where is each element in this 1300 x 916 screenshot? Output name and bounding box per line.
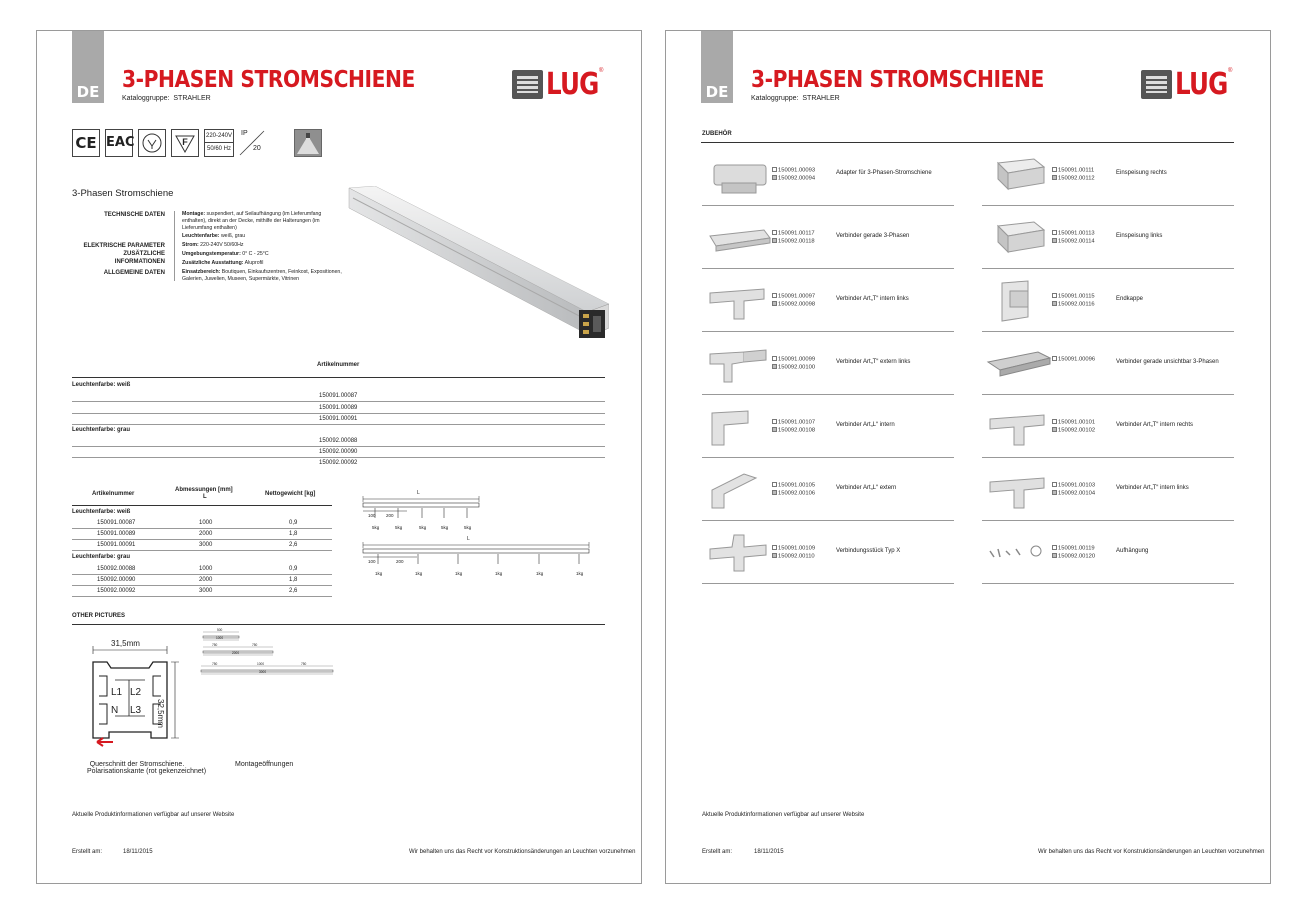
row-divider — [72, 528, 332, 529]
f-mark-icon — [171, 129, 199, 157]
row-divider — [72, 585, 332, 586]
dims-cell-l: 2000 — [199, 531, 213, 537]
grey-checkbox-icon — [1052, 238, 1057, 243]
row-divider — [72, 457, 605, 458]
grey-checkbox-icon — [1052, 427, 1057, 432]
grey-checkbox-icon — [1052, 301, 1057, 306]
accessory-image — [984, 531, 1054, 576]
tech-temperatur: Umgebungstemperatur: 0° C - 25°C — [182, 251, 269, 257]
dims-group-white: Leuchtenfarbe: weiß — [72, 509, 131, 515]
row-divider — [72, 550, 332, 551]
load-5kg: 5kg — [441, 525, 449, 530]
disclaimer: Wir behalten uns das Recht vor Konstruktionsänderungen an Leuchten vorzunehmen — [409, 849, 636, 855]
load-1kg: 1kg — [536, 571, 544, 576]
accessory-image — [704, 153, 774, 198]
dims-cell-kg: 0,9 — [289, 520, 298, 526]
accessory-codes: 150091.00117 150092.00118 — [772, 230, 815, 245]
accessory-name: Aufhängung — [1116, 548, 1149, 554]
accessory-divider — [702, 457, 954, 458]
lug-logo — [1141, 68, 1233, 102]
mount-dim: 750 — [252, 643, 258, 647]
mount-dim: 1000 — [216, 636, 224, 640]
dims-cell-l: 1000 — [199, 566, 213, 572]
accessory-codes: 150091.00103 150092.00104 — [1052, 482, 1095, 497]
article-row: 150092.00090 — [319, 449, 358, 455]
logo-text: LUG — [1175, 67, 1228, 102]
ip-rating-icon — [238, 129, 266, 157]
language-label: DE — [705, 83, 729, 101]
accessory-image — [704, 405, 774, 450]
row-divider — [72, 574, 332, 575]
accessory-divider — [982, 268, 1234, 269]
accessory-name: Adapter für 3-Phasen-Stromschiene — [836, 170, 932, 176]
row-divider — [72, 596, 332, 597]
ce-icon: CE — [72, 129, 100, 157]
label-zusaetzliche-informationen: ZUSÄTZLICHE INFORMATIONEN — [114, 251, 165, 265]
accessory-divider — [982, 394, 1234, 395]
load-1kg: 1kg — [455, 571, 463, 576]
white-checkbox-icon — [1052, 293, 1057, 298]
dims-cell-kg: 2,6 — [289, 588, 298, 594]
white-checkbox-icon — [1052, 482, 1057, 487]
white-checkbox-icon — [1052, 419, 1057, 424]
accessory-codes: 150091.00109 150092.00110 — [772, 545, 815, 560]
created-label: Erstellt am: — [702, 849, 733, 855]
articles-group-white: Leuchtenfarbe: weiß — [72, 382, 131, 388]
dims-col-l: L — [203, 494, 207, 500]
accessory-divider — [702, 331, 954, 332]
article-row: 150092.00092 — [319, 460, 358, 466]
grey-checkbox-icon — [772, 427, 777, 432]
disclaimer: Wir behalten uns das Recht vor Konstruktionsänderungen an Leuchten vorzunehmen — [1038, 849, 1265, 855]
accessory-name: Einspeisung rechts — [1116, 170, 1167, 176]
load-5kg: 5kg — [464, 525, 472, 530]
mounting-caption: Montageöffnungen — [235, 761, 294, 768]
logo-registered: ® — [599, 68, 604, 74]
row-divider — [72, 446, 605, 447]
load-dim-200: 200 — [396, 559, 404, 564]
catalog-group: Kataloggruppe: STRAHLER — [751, 95, 840, 102]
voltage-label: 220-240V — [205, 130, 233, 143]
articles-rule — [72, 377, 605, 378]
grey-checkbox-icon — [772, 490, 777, 495]
spot-beam-icon — [294, 129, 322, 157]
cross-width-label: 31,5mm — [111, 639, 140, 648]
white-checkbox-icon — [772, 419, 777, 424]
logo-registered: ® — [1228, 68, 1233, 74]
dims-cell-l: 1000 — [199, 520, 213, 526]
accessory-image — [984, 216, 1054, 261]
load-1kg: 1kg — [495, 571, 503, 576]
website-note: Aktuelle Produktinformationen verfügbar auf unserer Website — [72, 812, 235, 818]
language-tab — [72, 31, 104, 103]
language-label: DE — [76, 83, 100, 101]
accessory-codes: 150091.00115 150092.00116 — [1052, 293, 1095, 308]
created-date: 18/11/2015 — [123, 849, 153, 855]
load-dim-100: 100 — [368, 513, 376, 518]
grey-checkbox-icon — [772, 364, 777, 369]
accessory-codes: 150091.00097 150092.00098 — [772, 293, 815, 308]
article-row: 150091.00091 — [319, 416, 358, 422]
label-technische-daten: TECHNISCHE DATEN — [104, 212, 165, 218]
dims-cell-kg: 1,8 — [289, 531, 298, 537]
accessory-divider — [702, 268, 954, 269]
article-row: 150092.00088 — [319, 438, 358, 444]
phase-n-label: N — [111, 705, 119, 716]
ip-label: IP — [241, 130, 248, 137]
ip-value: 20 — [253, 145, 261, 152]
row-divider — [72, 424, 605, 425]
accessory-image — [984, 405, 1054, 450]
articles-header: Artikelnummer — [317, 362, 360, 368]
datasheet-page-2 — [665, 30, 1271, 884]
accessory-image — [984, 342, 1054, 387]
created-label: Erstellt am: — [72, 849, 103, 855]
dims-cell-kg: 0,9 — [289, 566, 298, 572]
accessory-divider — [982, 205, 1234, 206]
accessory-name: Verbinder Art„T“ intern rechts — [1116, 422, 1194, 428]
accessory-codes: 150091.00107 150092.00108 — [772, 419, 815, 434]
load-1kg: 1kg — [576, 571, 584, 576]
accessory-name: Verbinder Art„L“ extern — [836, 485, 897, 491]
datasheet-page-1 — [36, 30, 642, 884]
accessory-divider — [982, 457, 1234, 458]
accessory-name: Verbinder Art„L“ intern — [836, 422, 895, 428]
dims-rule — [72, 505, 332, 506]
cross-section-caption: Querschnitt der Stromschiene. Polarisationskante (rot gekenzeichnet) — [87, 761, 207, 775]
product-name: 3-Phasen Stromschiene — [72, 188, 174, 199]
accessory-name: Verbinder Art„T“ extern links — [836, 359, 911, 365]
dims-cell-l: 3000 — [199, 588, 213, 594]
white-checkbox-icon — [1052, 356, 1057, 361]
phase-l1-label: L1 — [111, 687, 123, 698]
dims-cell-code: 150091.00089 — [97, 531, 136, 537]
created-date: 18/11/2015 — [754, 849, 784, 855]
grey-checkbox-icon — [1052, 175, 1057, 180]
accessory-codes: 150091.00093 150092.00094 — [772, 167, 815, 182]
load-1kg: 1kg — [375, 571, 383, 576]
white-checkbox-icon — [772, 230, 777, 235]
white-checkbox-icon — [772, 356, 777, 361]
dims-cell-code: 150092.00092 — [97, 588, 136, 594]
row-divider — [72, 401, 605, 402]
accessory-image — [984, 468, 1054, 513]
website-note: Aktuelle Produktinformationen verfügbar auf unserer Website — [702, 812, 865, 818]
load-1kg: 1kg — [415, 571, 423, 576]
page-title: 3-PHASEN STROMSCHIENE — [751, 67, 1044, 93]
accessory-codes: 150091.00113 150092.00114 — [1052, 230, 1095, 245]
mount-dim: 3000 — [259, 670, 267, 674]
accessories-rule — [701, 142, 1234, 143]
eac-icon: EAC — [105, 129, 133, 157]
accessory-image — [704, 531, 774, 576]
load-diagram — [357, 489, 597, 581]
product-rail-image — [347, 186, 609, 346]
label-allgemeine-daten: ALLGEMEINE DATEN — [103, 270, 165, 276]
grey-checkbox-icon — [772, 238, 777, 243]
grey-checkbox-icon — [772, 301, 777, 306]
accessory-name: Verbinder gerade unsichtbar 3-Phasen — [1116, 359, 1219, 365]
dims-cell-code: 150091.00091 — [97, 542, 136, 548]
catalog-group: Kataloggruppe: STRAHLER — [122, 95, 211, 102]
lug-logo — [512, 68, 604, 102]
phase-l2-label: L2 — [130, 687, 142, 698]
white-checkbox-icon — [772, 545, 777, 550]
frequency-label: 50/60 Hz — [206, 146, 231, 152]
accessory-codes: 150091.00105 150092.00106 — [772, 482, 815, 497]
row-divider — [72, 413, 605, 414]
grey-checkbox-icon — [772, 553, 777, 558]
accessory-image — [984, 153, 1054, 198]
articles-group-grey: Leuchtenfarbe: grau — [72, 427, 131, 433]
mount-dim: 500 — [217, 628, 223, 632]
dims-cell-code: 150091.00087 — [97, 520, 136, 526]
white-checkbox-icon — [772, 482, 777, 487]
load-5kg: 5kg — [395, 525, 403, 530]
accessory-divider — [702, 205, 954, 206]
tech-strom: Strom: 220-240V 50/60Hz — [182, 242, 244, 248]
dims-col-article: Artikelnummer — [92, 491, 135, 497]
white-checkbox-icon — [772, 167, 777, 172]
dims-col-dimensions: Abmessungen [mm] — [175, 487, 233, 493]
dims-col-weight: Nettogewicht [kg] — [265, 491, 316, 497]
article-row: 150091.00087 — [319, 393, 358, 399]
load-dim-100: 100 — [368, 559, 376, 564]
label-elektrische-parameter: ELEKTRISCHE PARAMETER — [83, 243, 165, 249]
accessory-name: Verbinder Art„T“ intern links — [836, 296, 909, 302]
tech-divider — [174, 211, 175, 281]
grey-checkbox-icon — [1052, 490, 1057, 495]
logo-text: LUG — [546, 67, 599, 102]
page-title: 3-PHASEN STROMSCHIENE — [122, 67, 415, 93]
accessory-name: Einspeisung links — [1116, 233, 1163, 239]
logo-mark-icon — [1141, 70, 1172, 99]
accessory-divider — [702, 520, 954, 521]
accessory-divider — [702, 394, 954, 395]
white-checkbox-icon — [1052, 230, 1057, 235]
mount-dim: 750 — [212, 643, 218, 647]
accessory-divider — [982, 331, 1234, 332]
voltage-icon — [204, 129, 234, 157]
tech-einsatzbereich: Einsatzbereich: Boutiquen, Einkaufszentren, Feinkost, Expositionen, Galerien, Juwelien, Museen, Supermärkte, Vitrinen — [182, 269, 342, 282]
white-checkbox-icon — [1052, 545, 1057, 550]
load-5kg: 5kg — [419, 525, 427, 530]
accessory-name: Verbindungsstück Typ X — [836, 548, 901, 554]
load-5kg: 5kg — [372, 525, 380, 530]
accessory-image — [704, 216, 774, 261]
accessory-divider — [982, 520, 1234, 521]
other-pictures-title: OTHER PICTURES — [72, 613, 126, 619]
accessory-name: Verbinder gerade 3-Phasen — [836, 233, 910, 239]
row-divider — [72, 539, 332, 540]
accessory-codes: 150091.00096 — [1052, 356, 1095, 364]
article-row: 150091.00089 — [319, 405, 358, 411]
f-mark-label: F — [182, 137, 188, 147]
white-checkbox-icon — [1052, 167, 1057, 172]
tech-ausstattung: Zusätzliche Ausstattung: Aluprofil — [182, 260, 264, 266]
dims-cell-kg: 1,8 — [289, 577, 298, 583]
accessory-codes: 150091.00099 150092.00100 — [772, 356, 815, 371]
accessories-title: ZUBEHÖR — [702, 131, 732, 137]
accessory-codes: 150091.00119 150092.00120 — [1052, 545, 1095, 560]
other-pictures-rule — [72, 624, 605, 625]
dims-cell-kg: 2,6 — [289, 542, 298, 548]
logo-mark-icon — [512, 70, 543, 99]
load-l-top: L — [417, 490, 420, 496]
dims-group-grey: Leuchtenfarbe: grau — [72, 554, 131, 560]
class-ii-icon — [138, 129, 166, 157]
accessory-name: Endkappe — [1116, 296, 1144, 302]
mount-dim: 750 — [212, 662, 218, 666]
dims-cell-l: 2000 — [199, 577, 213, 583]
accessory-image — [704, 279, 774, 324]
cross-height-label: 32,5mm — [156, 699, 165, 728]
accessory-codes: 150091.00111 150092.00112 — [1052, 167, 1095, 182]
grey-checkbox-icon — [772, 175, 777, 180]
accessory-image — [984, 279, 1054, 324]
load-dim-200: 200 — [386, 513, 394, 518]
dims-cell-code: 150092.00088 — [97, 566, 136, 572]
accessory-image — [704, 342, 774, 387]
accessory-name: Verbinder Art„T“ intern links — [1116, 485, 1189, 491]
mount-dim: 750 — [301, 662, 307, 666]
white-checkbox-icon — [772, 293, 777, 298]
phase-l3-label: L3 — [130, 705, 142, 716]
mount-dim: 1000 — [257, 662, 265, 666]
tech-farbe: Leuchtenfarbe: weiß, grau — [182, 233, 246, 239]
dims-cell-l: 3000 — [199, 542, 213, 548]
accessory-divider — [702, 583, 954, 584]
tech-montage: Montage: suspendiert, auf Seilaufhängung (im Lieferumfang enthalten), direkt an der Decke, mithilfe der Halterungen (im Lieferumfang enthalten) — [182, 211, 322, 231]
accessory-image — [704, 468, 774, 513]
language-tab — [701, 31, 733, 103]
accessory-divider — [982, 583, 1234, 584]
dims-cell-code: 150092.00090 — [97, 577, 136, 583]
mount-dim: 2000 — [232, 651, 240, 655]
grey-checkbox-icon — [1052, 553, 1057, 558]
load-l-bottom: L — [467, 536, 470, 542]
accessory-codes: 150091.00101 150092.00102 — [1052, 419, 1095, 434]
